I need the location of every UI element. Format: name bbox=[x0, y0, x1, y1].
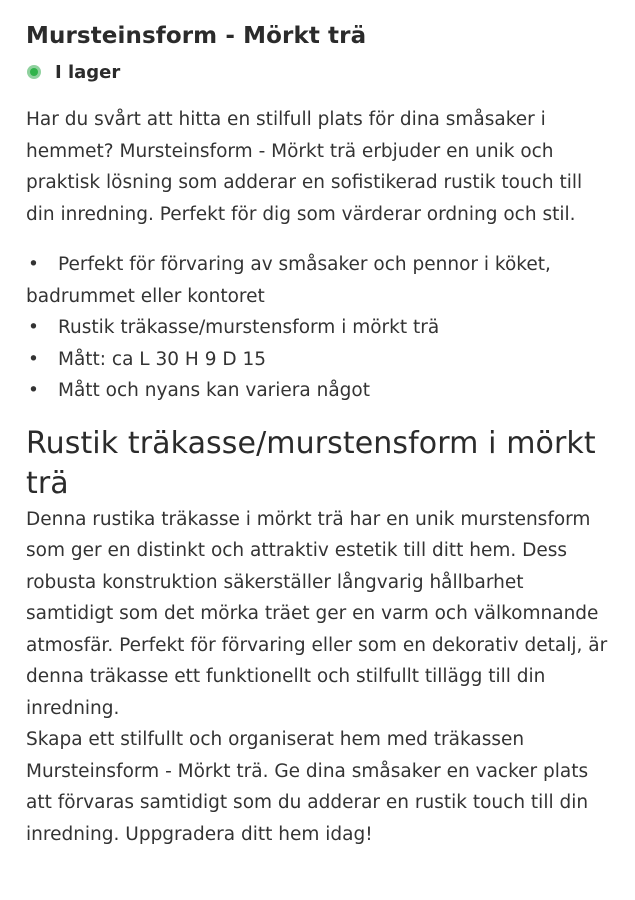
list-item bbox=[26, 344, 609, 376]
list-item bbox=[26, 375, 609, 407]
bullet-icon: • bbox=[28, 380, 39, 401]
intro-paragraph: Har du svårt att hitta en stilfull plats för dina småsaker i hemmet? Mursteinsform - Mörkt trä erbjuder en unik och praktisk lösning som adderar en sofistikerad rustik touch till din inredning. Perfekt för dig som värderar ordning och stil. bbox=[26, 109, 583, 225]
list-item bbox=[26, 312, 609, 344]
stock-status bbox=[26, 58, 609, 86]
feature-list bbox=[26, 249, 609, 407]
list-item bbox=[26, 249, 609, 312]
bullet-icon: • bbox=[28, 348, 39, 370]
section-paragraph-1: Denna rustika träkasse i mörkt trä har en unik murstensform som ger en distinkt och attraktiv estetik till ditt hem. Dess robusta konstruktion säkerställer långvarig hållbarhet samtidigt som det mörka träet ger en varm och välkomnande atmosfär. Perfekt för förvaring eller som en dekorativ detalj, är denna träkasse ett funktionellt och stilfullt tillägg till din inredning. bbox=[26, 508, 608, 719]
feature-text: Mått och nyans kan variera något bbox=[58, 380, 370, 401]
feature-text: Rustik träkasse/murstensform i mörkt trä bbox=[58, 317, 440, 338]
feature-text: Perfekt för förvaring av småsaker och pennor i köket, badrummet eller kontoret bbox=[26, 254, 551, 307]
section-heading: Rustik träkasse/murstensform i mörkt trä bbox=[26, 425, 596, 501]
bullet-icon: • bbox=[28, 254, 39, 275]
in-stock-dot-icon bbox=[27, 65, 41, 79]
stock-status-label: I lager bbox=[55, 61, 121, 83]
bullet-icon: • bbox=[28, 317, 39, 338]
feature-text: Mått: ca L 30 H 9 D 15 bbox=[58, 348, 267, 370]
section-paragraph-2: Skapa ett stilfullt och organiserat hem med träkassen Mursteinsform - Mörkt trä. Ge dina småsaker en vacker plats att förvaras samtidigt som du adderar en rustik touch till din inredning. Uppgradera ditt hem idag! bbox=[26, 729, 589, 845]
product-title: Mursteinsform - Mörkt trä bbox=[26, 23, 367, 49]
